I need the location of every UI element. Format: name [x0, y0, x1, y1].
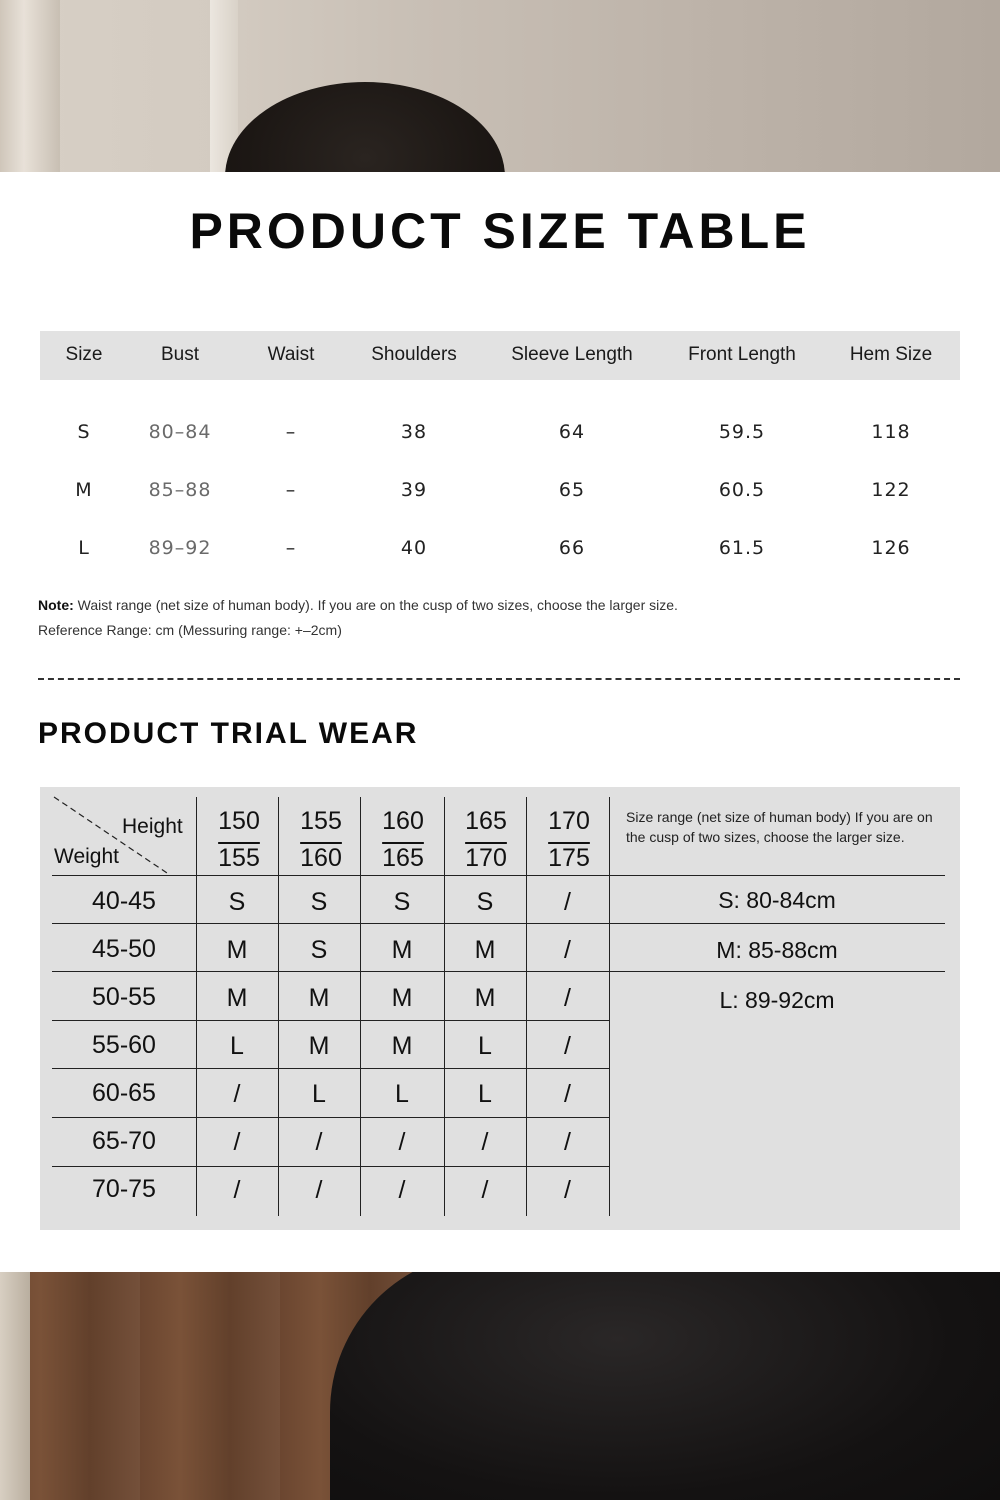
height-header: [362, 809, 444, 871]
height-top: 165: [465, 807, 507, 835]
height-header: [198, 809, 280, 871]
size-cell: /: [233, 1128, 241, 1156]
height-bottom: 175: [548, 844, 590, 872]
grid-line: [52, 1020, 609, 1021]
size-cell: /: [481, 1176, 489, 1204]
bust-range-l: L: 89-92cm: [719, 987, 835, 1013]
divider: [38, 678, 960, 680]
size-cell: M: [391, 936, 413, 964]
bottom-photo: [0, 1272, 1000, 1500]
table-cell: 39: [400, 479, 428, 501]
weight-axis-label: Weight: [54, 845, 119, 868]
header-hem-size: Hem Size: [849, 344, 933, 365]
top-photo: [0, 0, 1000, 172]
height-header: [528, 809, 610, 871]
weight-label: 50-55: [92, 983, 156, 1011]
size-cell: S: [476, 888, 494, 916]
size-cell: M: [474, 936, 496, 964]
size-cell: /: [564, 1128, 571, 1156]
size-cell: L: [395, 1080, 409, 1108]
height-bottom: 170: [465, 844, 507, 872]
size-cell: /: [564, 888, 571, 916]
height-top: 170: [548, 807, 590, 835]
size-cell: /: [315, 1176, 323, 1204]
height-header: [444, 809, 528, 871]
table-cell: 40: [400, 537, 428, 559]
size-cell: /: [481, 1128, 489, 1156]
size-cell: L: [478, 1032, 492, 1060]
table-cell: 85–88: [148, 479, 212, 501]
size-cell: M: [474, 984, 496, 1012]
table-cell: 64: [558, 421, 586, 443]
table-cell: 38: [400, 421, 428, 443]
trial-wear-table: [40, 787, 960, 1230]
table-cell: 89–92: [148, 537, 212, 559]
table-cell: 59.5: [718, 421, 766, 443]
header-waist: Waist: [267, 344, 315, 365]
table-cell: 66: [558, 537, 586, 559]
size-cell: /: [233, 1176, 241, 1204]
note-label: Note:: [38, 597, 74, 613]
size-cell: /: [564, 1176, 571, 1204]
curtain-image: [0, 0, 60, 172]
size-cell: L: [478, 1080, 492, 1108]
grid-line: [52, 1068, 609, 1069]
table-cell: 65: [558, 479, 586, 501]
table-cell: M: [75, 479, 93, 501]
height-top: 155: [300, 807, 342, 835]
height-bottom: 155: [218, 844, 260, 872]
weight-label: 55-60: [92, 1031, 156, 1059]
table-cell: –: [285, 537, 297, 559]
grid-line: [52, 875, 945, 876]
size-cell: S: [393, 888, 411, 916]
size-cell: M: [391, 984, 413, 1012]
height-header: [280, 809, 362, 871]
table-cell: –: [285, 479, 297, 501]
size-chart-panel: [0, 172, 1000, 1272]
size-cell: L: [230, 1032, 244, 1060]
table-cell: S: [77, 421, 91, 443]
header-size: Size: [65, 344, 103, 365]
weight-label: 45-50: [92, 935, 156, 963]
header-front-length: Front Length: [688, 344, 796, 365]
height-bottom: 160: [300, 844, 342, 872]
size-cell: /: [398, 1176, 406, 1204]
bust-range-s: S: 80-84cm: [718, 887, 836, 913]
size-cell: /: [315, 1128, 323, 1156]
table-cell: 126: [871, 537, 911, 559]
size-cell: S: [310, 936, 328, 964]
table-cell: 80–84: [148, 421, 212, 443]
grid-line: [52, 1117, 609, 1118]
header-sleeve-length: Sleeve Length: [511, 344, 633, 365]
grid-line: [52, 923, 945, 924]
size-cell: S: [310, 888, 328, 916]
height-top: 160: [382, 807, 424, 835]
size-cell: /: [233, 1080, 241, 1108]
size-cell: M: [226, 936, 248, 964]
weight-label: 60-65: [92, 1079, 156, 1107]
height-top: 150: [218, 807, 260, 835]
weight-label: 65-70: [92, 1127, 156, 1155]
weight-label: 40-45: [92, 887, 156, 915]
table-cell: 122: [871, 479, 911, 501]
table-cell: 118: [871, 421, 911, 443]
weight-label: 70-75: [92, 1175, 156, 1203]
height-bottom: 165: [382, 844, 424, 872]
size-table-header: [40, 331, 960, 380]
header-shoulders: Shoulders: [371, 344, 457, 365]
trial-wear-title: PRODUCT TRIAL WEAR: [38, 717, 419, 750]
size-cell: /: [564, 936, 571, 964]
header-bust: Bust: [160, 344, 200, 365]
size-note: [38, 597, 678, 613]
size-cell: S: [228, 888, 246, 916]
size-cell: /: [564, 984, 571, 1012]
table-cell: –: [285, 421, 297, 443]
size-cell: M: [308, 1032, 330, 1060]
black-garment-image: [330, 1272, 1000, 1500]
size-cell: L: [312, 1080, 326, 1108]
size-table-title: PRODUCT SIZE TABLE: [189, 203, 811, 259]
size-cell: M: [308, 984, 330, 1012]
grid-line: [52, 971, 945, 972]
note-text: Waist range (net size of human body). If you are on the cusp of two sizes, choose the larger size.: [73, 597, 678, 613]
size-range-note: Size range (net size of human body) If you are on the cusp of two sizes, choose the larger size.: [626, 809, 933, 845]
size-cell: M: [391, 1032, 413, 1060]
table-cell: 60.5: [718, 479, 766, 501]
grid-line: [52, 1166, 609, 1167]
size-cell: M: [226, 984, 248, 1012]
model-head-image: [225, 82, 505, 172]
size-cell: /: [564, 1080, 571, 1108]
reference-range: Reference Range: cm (Messuring range: +–2cm): [38, 622, 342, 638]
bust-range-m: M: 85-88cm: [716, 937, 838, 963]
height-axis-label: Height: [122, 815, 183, 838]
size-cell: /: [564, 1032, 571, 1060]
size-cell: /: [398, 1128, 406, 1156]
table-cell: L: [78, 537, 90, 559]
table-cell: 61.5: [718, 537, 766, 559]
wall-image: [0, 1272, 30, 1500]
